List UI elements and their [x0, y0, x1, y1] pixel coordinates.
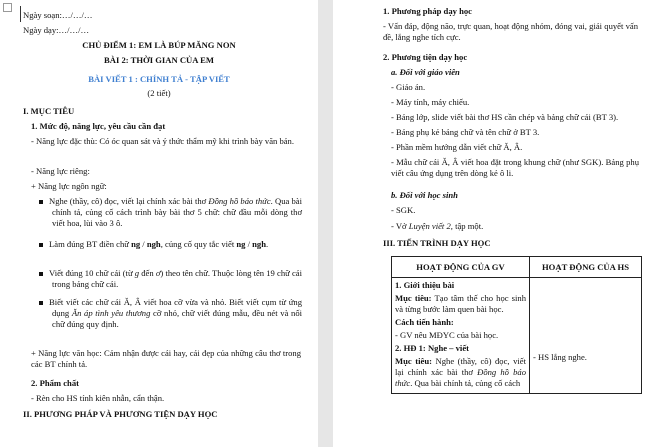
ngay-day: Ngày dạy:…/…/…	[23, 25, 90, 35]
cach-tien-hanh-label: Cách tiến hành:	[395, 317, 454, 327]
heading-pham-chat: 2. Phẩm chất	[31, 378, 79, 388]
gv-item: - Bảng phụ kẻ bảng chữ và tên chữ ở BT 3.	[391, 127, 540, 137]
table-cell-hs	[530, 278, 642, 394]
hs-item: - SGK.	[391, 205, 416, 215]
so-tiet: (2 tiết)	[147, 88, 171, 98]
heading-muc-do: 1. Mức độ, năng lực, yêu cầu cần đạt	[31, 121, 166, 131]
heading-muc-tieu: I. MỤC TIÊU	[23, 106, 75, 116]
hs-lang-nghe: - HS lắng nghe.	[533, 352, 587, 362]
bullet-icon	[39, 200, 43, 204]
heading-phuong-tien: 2. Phương tiện dạy học	[383, 52, 468, 62]
table-cell-gv	[392, 278, 530, 394]
text-cursor	[20, 6, 21, 22]
gioi-thieu-muc-tieu: Mục tiêu: Tạo tâm thế cho học sinh và từng bước làm quen bài học.	[395, 293, 527, 314]
chu-diem-title: CHỦ ĐIỂM 1: EM LÀ BÚP MĂNG NON	[82, 40, 236, 50]
table-header-gv: HOẠT ĐỘNG CỦA GV	[392, 257, 530, 278]
hd1-muc-tieu: Mục tiêu: Nghe (thầy, cô) đọc, viết lại chính xác bài thơ Đồng hồ báo thức. Qua bài chính tả, củng cố cách	[395, 356, 526, 388]
list-item: Nghe (thầy, cô) đọc, viết lại chính xác bài thơ Đồng hồ báo thức. Qua bài chính tả, củng cố cách trình bày bài thơ 5 chữ: chữ đầu mỗi dòng thơ viết hoa, lùi vào 3 ô.	[52, 196, 302, 229]
gv-item: - Bảng lớp, slide viết bài thơ HS cần chép và bảng chữ cái (BT 3).	[391, 112, 619, 122]
nang-luc-dac-thu: - Năng lực đặc thù: Có óc quan sát và ý thức thẩm mỹ khi trình bày văn bản.	[31, 136, 295, 146]
gv-item: - Mẫu chữ cái Ă, Â viết hoa đặt trong khung chữ (như SGK). Bảng phụ viết câu ứng dụng trên dòng kẻ ô li.	[391, 157, 639, 178]
hd1-title: 2. HĐ 1: Nghe – viết	[395, 343, 469, 353]
gioi-thieu-cach: - GV nêu MĐYC của bài học.	[395, 330, 499, 340]
gioi-thieu-title: 1. Giới thiệu bài	[395, 280, 455, 290]
gv-item: - Phần mềm hướng dẫn viết chữ Ă, Â.	[391, 142, 523, 152]
nang-luc-ngon-ngu: + Năng lực ngôn ngữ:	[31, 181, 107, 191]
bullet-icon	[39, 243, 43, 247]
bullet-icon	[39, 301, 43, 305]
bullet-icon	[39, 272, 43, 276]
heading-tien-trinh: III. TIẾN TRÌNH DẠY HỌC	[383, 238, 491, 248]
document-page-left[interactable]	[0, 0, 318, 447]
list-item: Viết đúng 10 chữ cái (từ g đến ơ) theo tên chữ. Thuộc lòng tên 19 chữ cái trong bảng chữ cái.	[52, 268, 302, 290]
heading-doi-voi-gv: a. Đối với giáo viên	[391, 67, 460, 77]
page-corner-mark	[3, 3, 12, 12]
gv-item: - Máy tính, máy chiếu.	[391, 97, 470, 107]
table-header-hs: HOẠT ĐỘNG CỦA HS	[530, 257, 642, 278]
hs-item: - Vở Luyện viết 2, tập một.	[391, 221, 484, 231]
gv-item: - Giáo án.	[391, 82, 426, 92]
heading-doi-voi-hs: b. Đối với học sinh	[391, 190, 458, 200]
ngay-soan: Ngày soạn:…/…/…	[23, 10, 93, 20]
heading-pp-day-hoc: 1. Phương pháp dạy học	[383, 6, 472, 16]
pp-text: - Vấn đáp, động não, trực quan, hoạt động nhóm, đóng vai, giải quyết vấn đề, lắng nghe tích cực.	[383, 21, 638, 42]
nang-luc-rieng: - Năng lực riêng:	[31, 166, 90, 176]
list-item: Làm đúng BT điền chữ ng / ngh, củng cố quy tắc viết ng / ngh.	[52, 239, 302, 250]
pham-chat-text: - Rèn cho HS tính kiên nhẫn, cẩn thận.	[31, 393, 165, 403]
list-item: Biết viết các chữ cái Ă, Â viết hoa cỡ vừa và nhỏ. Biết viết cụm từ ứng dụng Ăn áp tình yêu thương cỡ nhỏ, chữ viết đúng mẫu, đều nét và nối chữ đúng quy định.	[52, 297, 302, 330]
bai-title: BÀI 2: THỜI GIAN CỦA EM	[104, 55, 214, 65]
document-page-right[interactable]	[333, 0, 650, 447]
activity-table	[391, 256, 642, 394]
heading-phuong-phap: II. PHƯƠNG PHÁP VÀ PHƯƠNG TIỆN DẠY HỌC	[23, 409, 218, 419]
bai-viet-title: BÀI VIẾT 1 : CHÍNH TẢ - TẬP VIẾT	[88, 74, 230, 84]
nang-luc-van-hoc: + Năng lực văn học: Cảm nhận được cái hay, cái đẹp của những câu thơ trong các BT chính tả.	[31, 348, 301, 369]
